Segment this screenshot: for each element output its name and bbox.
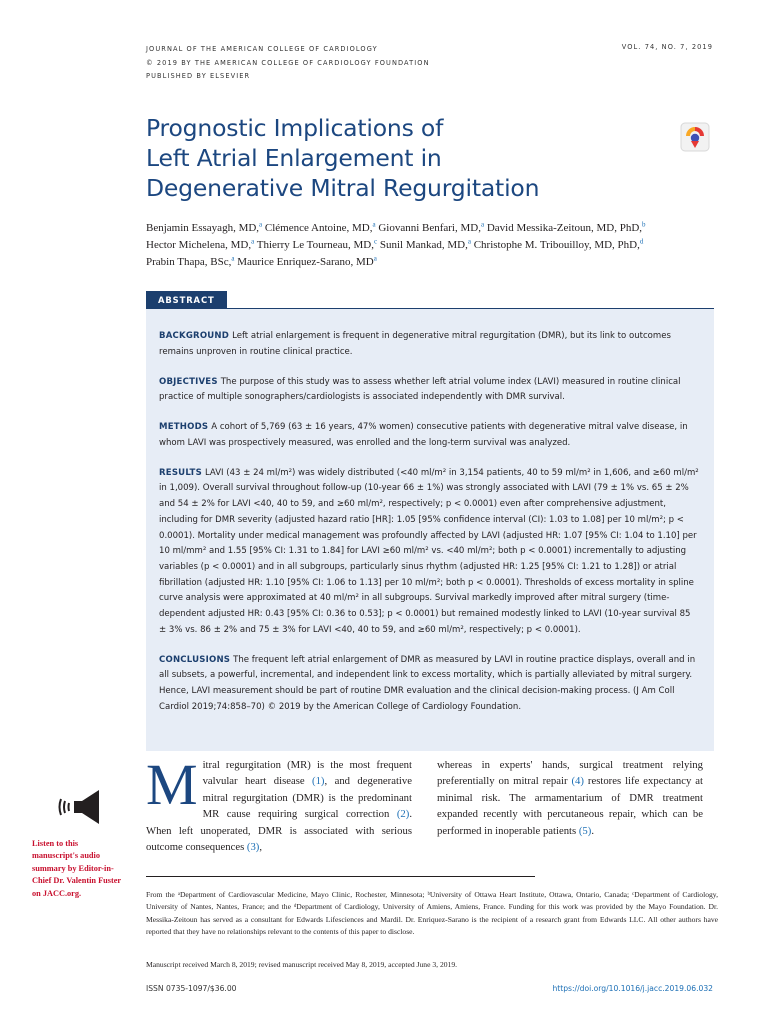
abstract-label: ABSTRACT bbox=[146, 291, 227, 309]
copyright-line: © 2019 BY THE AMERICAN COLLEGE OF CARDIOLOGY FOUNDATION bbox=[146, 58, 430, 67]
title-line-3: Degenerative Mitral Regurgitation bbox=[146, 174, 540, 202]
author[interactable]: David Messika-Zeitoun, MD, PhD,$^b$ bbox=[486, 220, 646, 234]
section-text: Left atrial enlargement is frequent in degenerative mitral regurgitation (DMR), but its link to outcomes remains unproven in routine clinical practice. bbox=[159, 331, 671, 357]
issn-line: ISSN 0735-1097/$36.00 bbox=[146, 984, 237, 993]
section-text: LAVI (43 ± 24 ml/m²) was widely distributed (<40 ml/m² in 3,154 patients, 40 to 59 ml/m² in 1,606, and ≥60 ml/m² in 1,009). Overall survival throughout follow-up (10-year 66 ± 1%) was strongly associated with LAVI (79 ± 1% vs. 65 ± 2% and 54 ± 2% for LAVI <40, 40 to 59, and ≥60 ml/m², respectively; p < 0.0001) even after comprehensive adjustment, including for DMR severity (adjusted hazard ratio [HR]: 1.05 [95% confidence interval (CI): 1.03 to 1.08] per 10 ml/m²; p < 0.0001). Mortality under medical management was profoundly affected by LAVI (adjusted HR: 1.07 [95% CI: 1.04 to 1.10] per 10 ml/mm² and 1.55 [95% CI: 1.31 to 1.84] for LAVI ≥60 ml/m² vs. <40 ml/m²; both p < 0.0001) incrementally to adjusting variables (p < 0.0001) and in all subgroups, particularly sinus rhythm (adjusted HR: 1.25 [95% CI: 1.21 to 1.28]) or atrial fibrillation (adjusted HR: 1.10 [95% CI: 1.06 to 1.13] per 10 ml/m²; both p < 0.0001). Thresholds of excess mortality in spline curve analysis were approximated at 40 ml/m² in all subgroups. Survival markedly improved after mitral surgery (time-dependent adjusted HR: 0.43 [95% CI: 0.36 to 0.53]; p < 0.0001) but remained modestly linked to LAVI (10-year survival 85 ± 3% vs. 86 ± 2% and 75 ± 3% for LAVI <40, 40 to 59, and ≥60 ml/m², respectively; p < 0.0001). bbox=[159, 467, 699, 635]
title-line-1: Prognostic Implications of bbox=[146, 114, 444, 142]
author[interactable]: Hector Michelena, MD,$^a$ bbox=[146, 237, 255, 251]
author[interactable]: Christophe M. Tribouilloy, MD, PhD,$^d$ bbox=[473, 237, 644, 251]
abstract-methods bbox=[159, 420, 700, 451]
body-column-left: Mitral regurgitation (MR) is the most frequent valvular heart disease (1), and degenerative mitral regurgitation (DMR) is the predominant MR cause requiring surgical correction (2). When left unoperated, DMR is associated with serious outcome consequences (3), bbox=[146, 752, 412, 854]
publisher-line: PUBLISHED BY ELSEVIER bbox=[146, 72, 251, 80]
author-list bbox=[146, 220, 716, 271]
section-head: CONCLUSIONS bbox=[159, 654, 231, 665]
abstract-background bbox=[159, 329, 700, 360]
doi-link[interactable]: https://doi.org/10.1016/j.jacc.2019.06.032 bbox=[552, 984, 713, 993]
received-dates: Manuscript received March 8, 2019; revised manuscript received May 8, 2019, accepted June 3, 2019. bbox=[146, 960, 458, 969]
author[interactable]: Clémence Antoine, MD,$^a$ bbox=[264, 220, 376, 234]
author[interactable]: Thierry Le Tourneau, MD,$^c$ bbox=[256, 237, 378, 251]
reference-link[interactable]: (2) bbox=[396, 808, 410, 821]
author[interactable]: Giovanni Benfari, MD,$^a$ bbox=[378, 220, 485, 234]
abstract-results bbox=[159, 466, 700, 639]
author[interactable]: Prabin Thapa, BSc,$^a$ bbox=[146, 254, 235, 268]
section-text: A cohort of 5,769 (63 ± 16 years, 47% women) consecutive patients with degenerative mitral valve disease, in whom LAVI was prospectively measured, was enrolled and the long-term survival was analyzed. bbox=[159, 422, 688, 448]
footnote-rule bbox=[146, 876, 535, 877]
article-title bbox=[146, 113, 616, 203]
speaker-icon[interactable] bbox=[55, 786, 105, 828]
section-head: OBJECTIVES bbox=[159, 376, 218, 387]
reference-link[interactable]: (5) bbox=[578, 824, 592, 837]
section-head: BACKGROUND bbox=[159, 331, 230, 341]
title-line-2: Left Atrial Enlargement in bbox=[146, 144, 442, 172]
abstract-objectives bbox=[159, 375, 700, 406]
running-header bbox=[146, 43, 430, 84]
affiliations-footnote: From the ᵃDepartment of Cardiovascular Medicine, Mayo Clinic, Rochester, Minnesota; ᵇUniversity of Ottawa Heart Institute, Ottawa, Ontario, Canada; ᶜDepartment of Cardiology, University of Nantes, Nantes, France; and the ᵈDepartment of Cardiology, University of Amiens, Amiens, France. Funding for this work was provided by the Mayo Foundation. Dr. Messika-Zeitoun has served as a consultant for Edwards Lifesciences and Mardil. Dr. Enriquez-Sarano is the recipient of a research grant from Edwards LLC. All other authors have reported that they have no relationships relevant to the contents of this paper to disclose. bbox=[146, 890, 718, 936]
drop-cap: M bbox=[146, 752, 198, 817]
section-text: The frequent left atrial enlargement of DMR as measured by LAVI in routine practice displays, overall and in all subsets, a powerful, incremental, and independent link to excess mortality, which is partially alleviated by mitral surgery. Hence, LAVI measurement should be part of routine DMR evaluation and the clinical decision-making process. (J Am Coll Cardiol 2019;74:858–70) © 2019 by the American College of Cardiology Foundation. bbox=[159, 654, 696, 712]
journal-name: JOURNAL OF THE AMERICAN COLLEGE OF CARDIOLOGY bbox=[146, 45, 378, 53]
audio-summary-link[interactable]: Listen to this manuscript's audio summary by Editor-in-Chief Dr. Valentin Fuster on JACC.org. bbox=[32, 839, 121, 898]
section-text: The purpose of this study was to assess whether left atrial volume index (LAVI) measured in routine clinical practice of multiple sonographers/cardiologists is associated independently with DMR survival. bbox=[159, 376, 681, 403]
volume-info: VOL. 74, NO. 7, 2019 bbox=[621, 43, 713, 51]
reference-link[interactable]: (1) bbox=[312, 775, 325, 788]
section-head: METHODS bbox=[159, 422, 209, 433]
abstract-box bbox=[146, 309, 714, 751]
body-column-right: whereas in experts' hands, surgical treatment relying preferentially on mitral repair (4) restores life expectancy at minimal risk. The armamentarium of DMR treatment expanded recently with percutaneous repair, which can be performed in inoperable patients (5). bbox=[437, 759, 703, 837]
section-head: RESULTS bbox=[159, 467, 202, 478]
abstract-conclusions bbox=[159, 653, 700, 716]
author[interactable]: Maurice Enriquez-Sarano, MD$^a$ bbox=[237, 254, 377, 268]
reference-link[interactable]: (4) bbox=[571, 775, 584, 788]
crossmark-icon[interactable] bbox=[680, 122, 710, 152]
author[interactable]: Benjamin Essayagh, MD,$^a$ bbox=[146, 220, 263, 234]
reference-link[interactable]: (3) bbox=[246, 841, 260, 854]
author[interactable]: Sunil Mankad, MD,$^a$ bbox=[379, 237, 471, 251]
